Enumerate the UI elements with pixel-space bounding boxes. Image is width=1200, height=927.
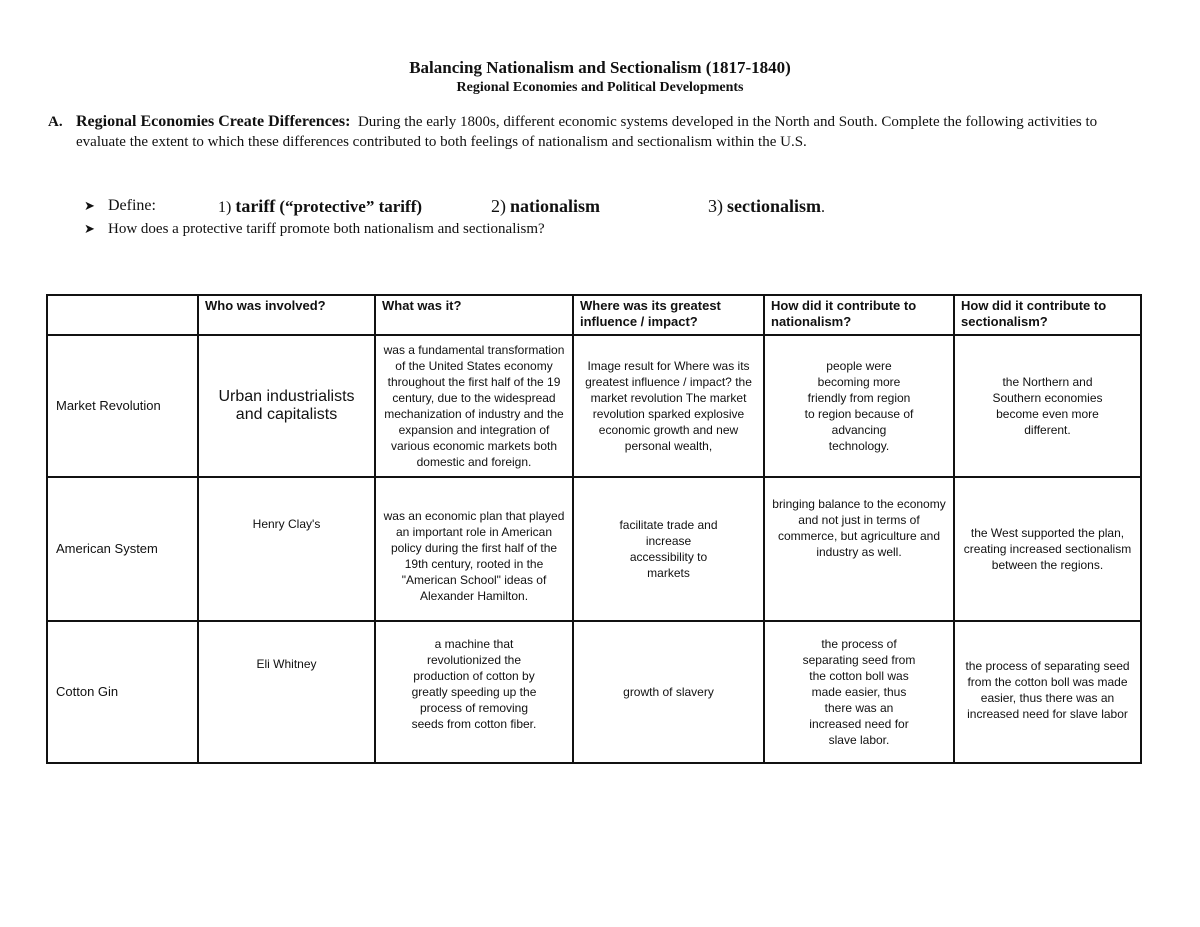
document-subtitle: Regional Economies and Political Developments [456, 80, 744, 95]
section-a [48, 112, 1148, 152]
arrow-bullet-icon: ➤ [84, 198, 95, 213]
header-cell-empty [47, 295, 198, 335]
term-nationalism [491, 196, 600, 218]
term1-rest: (“protective” tariff) [279, 197, 423, 216]
bullet-question [84, 219, 545, 239]
cell-who: Eli Whitney [198, 621, 375, 763]
table-header-row [47, 295, 1141, 335]
section-text: During the early 1800s, different economic systems developed in the North and South. Complete the following activities to evaluate the extent to which these differences contributed to both feelings of nationalism and sectionalism within the U.S. [76, 114, 1098, 150]
cell-what: was a fundamental transformation of the United States economy throughout the first half of the 19 century, due to the widespread mechanization of industry and the expansion and integration of various economic markets both domestic and foreign. [375, 335, 573, 477]
section-a-body [76, 112, 1148, 152]
cell-what: was an economic plan that played an important role in American policy during the first half of the 19th century, rooted in the "American School" ideas of Alexander Hamilton. [375, 477, 573, 621]
cell-where: facilitate trade and increase accessibility to markets [573, 477, 764, 621]
section-marker: A. [48, 114, 63, 130]
term3-text: sectionalism [727, 196, 821, 216]
row-label: Market Revolution [47, 335, 198, 477]
cell-sectionalism: the West supported the plan, creating increased sectionalism between the regions. [954, 477, 1141, 621]
row-label: American System [47, 477, 198, 621]
term-tariff [218, 196, 422, 218]
cell-nationalism: the process of separating seed from the cotton boll was made easier, thus there was an increased need for slave labor. [764, 621, 954, 763]
cell-where: growth of slavery [573, 621, 764, 763]
cell-sectionalism: the process of separating seed from the cotton boll was made easier, thus there was an increased need for slave labor [954, 621, 1141, 763]
activity-table [46, 294, 1142, 764]
cell-who: Henry Clay's [198, 477, 375, 621]
term3-number: 3) [708, 196, 723, 216]
define-label: Define: [108, 197, 156, 214]
row-label: Cotton Gin [47, 621, 198, 763]
header-sectionalism: How did it contribute to sectionalism? [954, 295, 1141, 335]
cell-who: Urban industrialists and capitalists [198, 335, 375, 477]
bullet-define [84, 196, 825, 216]
table-row [47, 477, 1141, 621]
term2-number: 2) [491, 196, 506, 216]
header-nationalism: How did it contribute to nationalism? [764, 295, 954, 335]
title-block [0, 58, 1200, 97]
cell-sectionalism: the Northern and Southern economies become even more different. [954, 335, 1141, 477]
question-text: How does a protective tariff promote both nationalism and sectionalism? [108, 221, 545, 237]
term3-end: . [821, 199, 825, 216]
header-who: Who was involved? [198, 295, 375, 335]
table-row [47, 621, 1141, 763]
section-heading: Regional Economies Create Differences: [76, 113, 351, 130]
header-where: Where was its greatest influence / impact? [573, 295, 764, 335]
term1-bold: tariff [235, 196, 276, 216]
table-row [47, 335, 1141, 477]
term1-number: 1) [218, 199, 232, 216]
cell-nationalism: people were becoming more friendly from region to region because of advancing technology. [764, 335, 954, 477]
arrow-bullet-icon: ➤ [84, 221, 95, 236]
document-title: Balancing Nationalism and Sectionalism (1817-1840) [409, 58, 791, 77]
term2-text: nationalism [510, 196, 601, 216]
cell-what: a machine that revolutionized the production of cotton by greatly speeding up the process of removing seeds from cotton fiber. [375, 621, 573, 763]
header-what: What was it? [375, 295, 573, 335]
cell-nationalism: bringing balance to the economy and not just in terms of commerce, but agriculture and industry as well. [764, 477, 954, 621]
term-sectionalism [708, 196, 825, 218]
cell-where: Image result for Where was its greatest influence / impact? the market revolution The market revolution sparked explosive economic growth and new personal wealth, [573, 335, 764, 477]
